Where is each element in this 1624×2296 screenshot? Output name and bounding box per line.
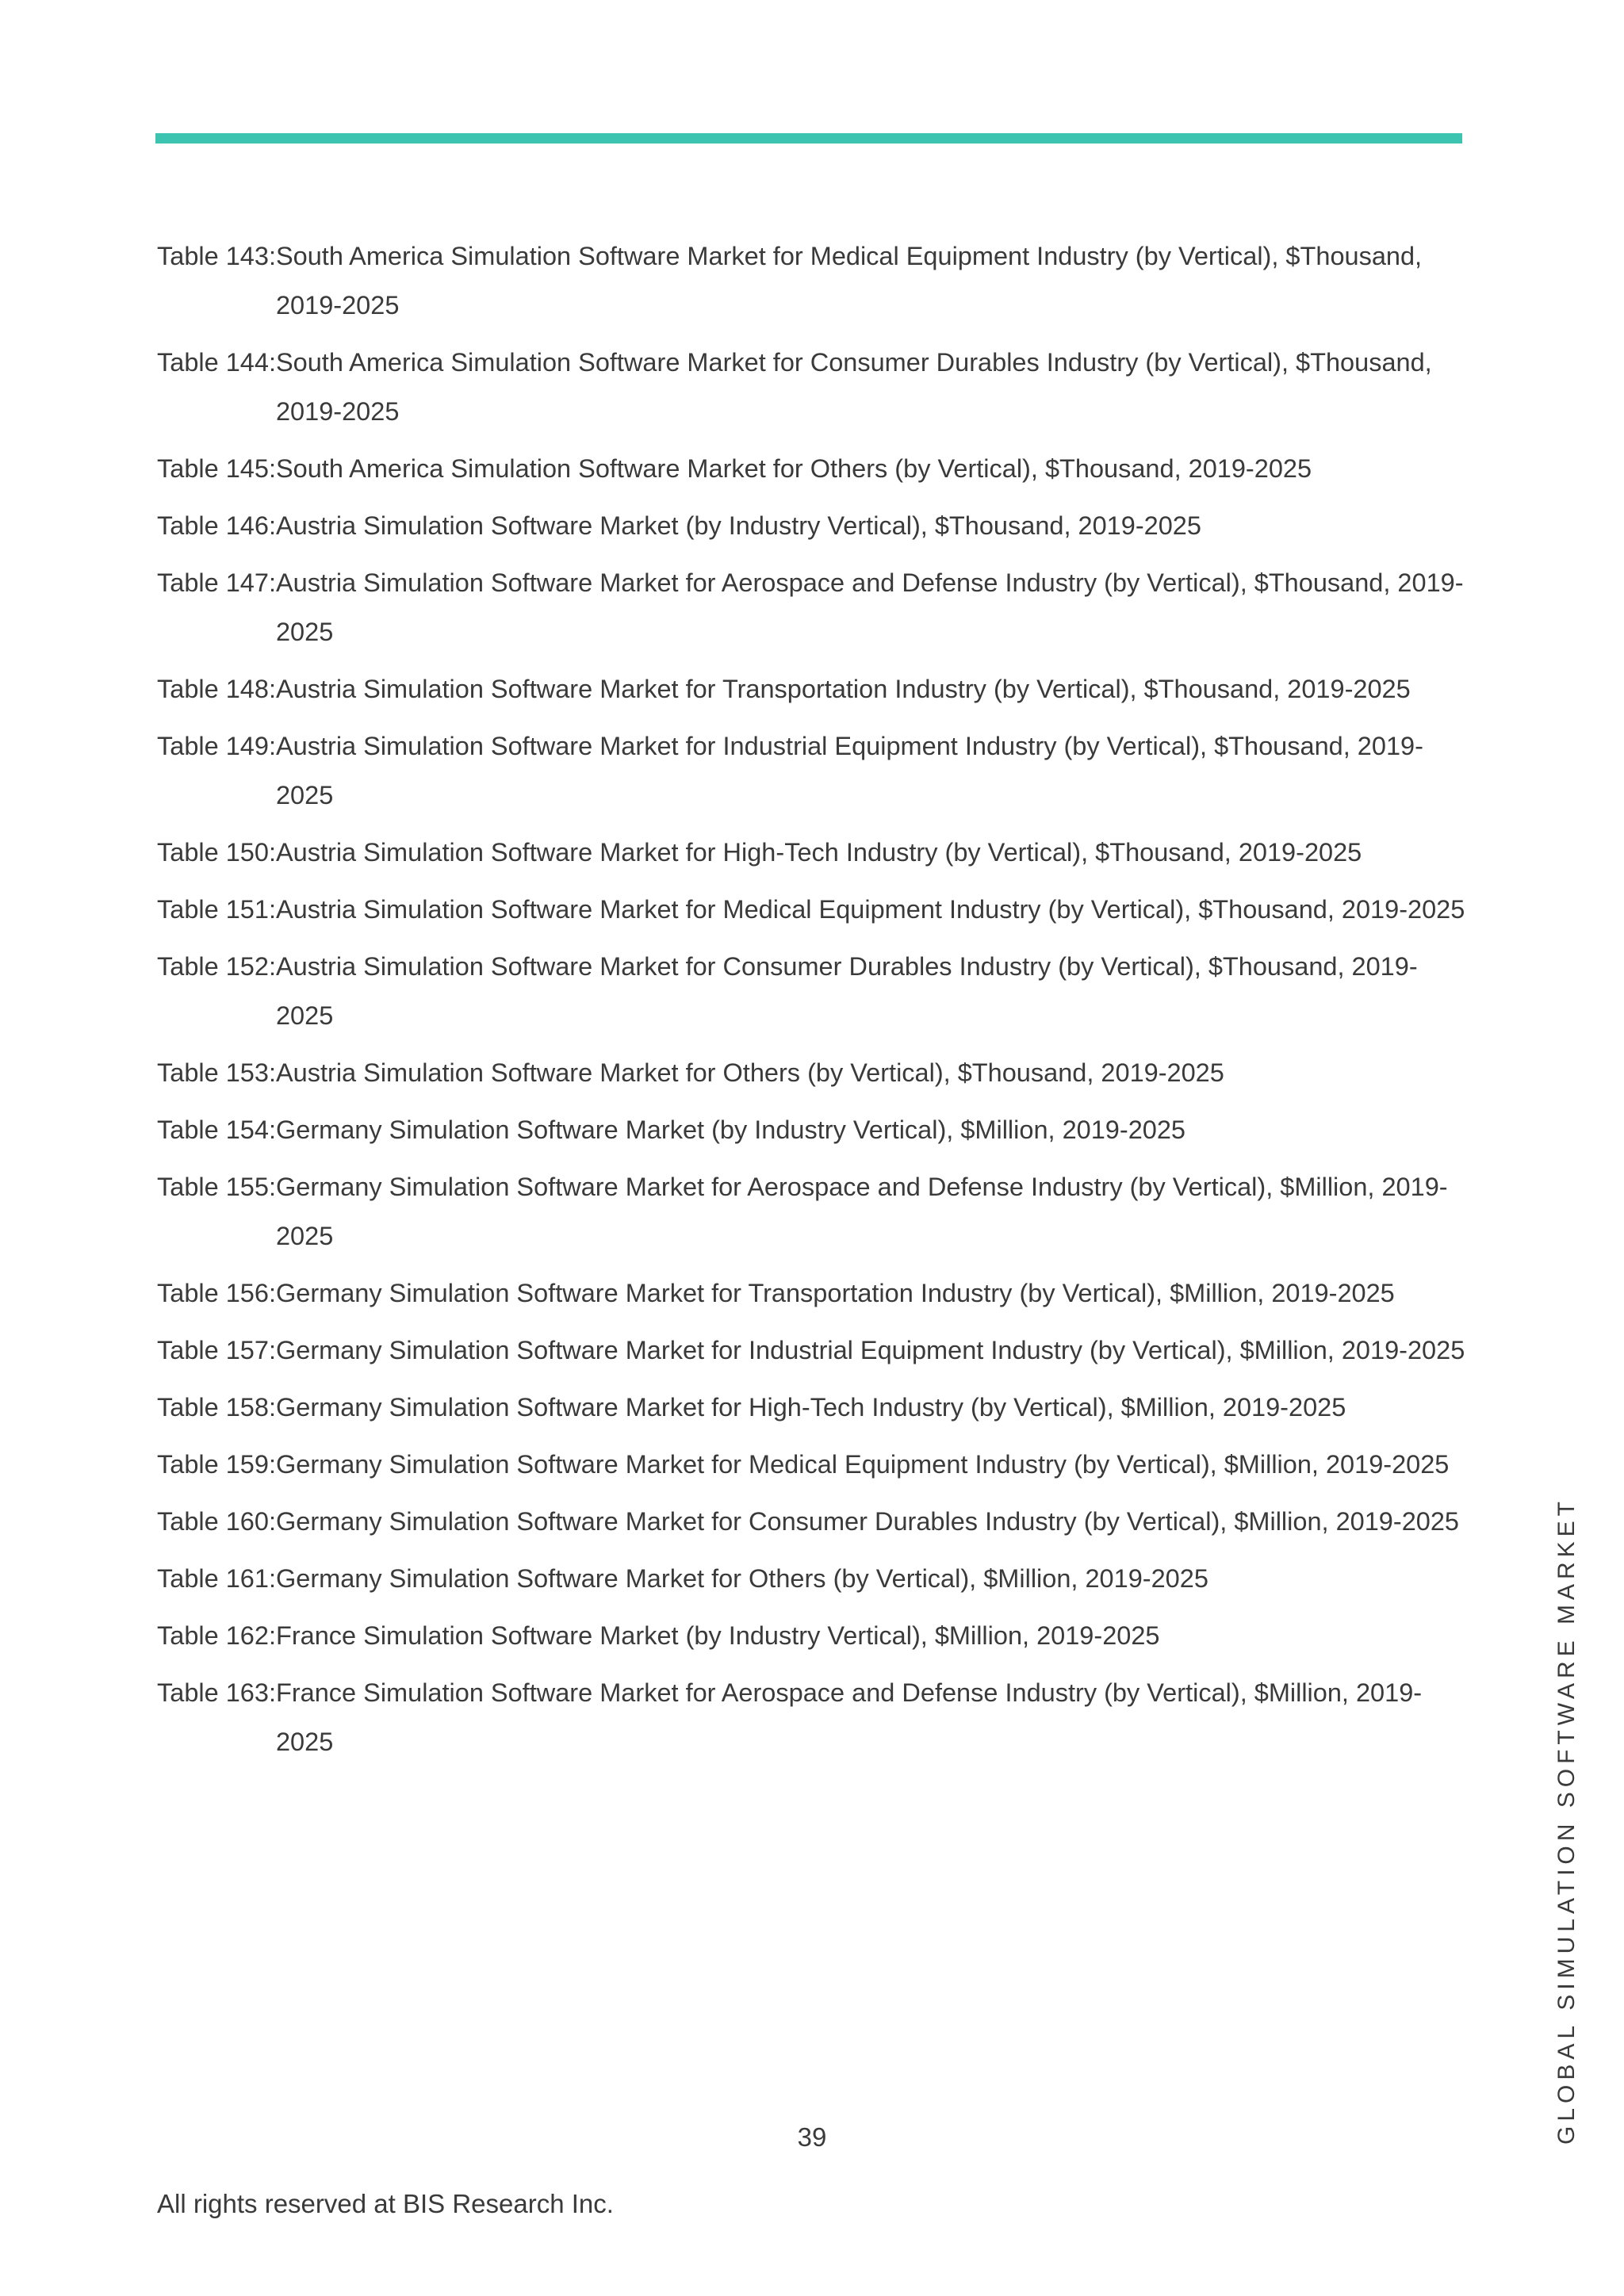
- toc-entry-title: Austria Simulation Software Market for High-Tech Industry (by Vertical), $Thousand, 2019-2025: [275, 838, 1362, 867]
- toc-entry[interactable]: [157, 1668, 1465, 1766]
- toc-entry-label: Table 159:: [157, 1450, 276, 1479]
- toc-entry-title: Germany Simulation Software Market for Others (by Vertical), $Million, 2019-2025: [275, 1564, 1208, 1593]
- toc-entry-title: South America Simulation Software Market for Medical Equipment Industry (by Vertical), $Thousand, 2019-2025: [275, 242, 1423, 320]
- toc-entry-label: Table 145:: [157, 454, 276, 483]
- toc-entry-label: Table 157:: [157, 1336, 276, 1364]
- toc-entry-title: Austria Simulation Software Market for Medical Equipment Industry (by Vertical), $Thousand, 2019-2025: [275, 895, 1465, 924]
- toc-entry[interactable]: [157, 942, 1465, 1040]
- toc-entry-title: Germany Simulation Software Market for Industrial Equipment Industry (by Vertical), $Million, 2019-2025: [275, 1336, 1465, 1364]
- toc-entry[interactable]: [157, 721, 1465, 820]
- toc-entry-label: Table 146:: [157, 511, 276, 540]
- toc-entry-title: Austria Simulation Software Market for Transportation Industry (by Vertical), $Thousand, 2019-2025: [275, 675, 1411, 703]
- toc-entry-title: Austria Simulation Software Market (by Industry Vertical), $Thousand, 2019-2025: [275, 511, 1201, 540]
- toc-entry[interactable]: [157, 232, 1465, 330]
- toc-entry[interactable]: [157, 1105, 1465, 1154]
- toc-entry-title: Germany Simulation Software Market for Consumer Durables Industry (by Vertical), $Million, 2019-2025: [275, 1507, 1460, 1536]
- toc-entry[interactable]: [157, 1048, 1465, 1097]
- toc-entry-label: Table 163:: [157, 1678, 276, 1707]
- toc-entry-label: Table 153:: [157, 1058, 276, 1087]
- toc-entry-label: Table 144:: [157, 348, 276, 377]
- toc-entry-label: Table 151:: [157, 895, 276, 924]
- toc-entry[interactable]: [157, 1383, 1465, 1432]
- toc-entry[interactable]: [157, 444, 1465, 493]
- toc-entry-title: Austria Simulation Software Market for Industrial Equipment Industry (by Vertical), $Thousand, 2019-2025: [275, 732, 1423, 809]
- toc-entry-title: France Simulation Software Market for Aerospace and Defense Industry (by Vertical), $Million, 2019-2025: [275, 1678, 1423, 1756]
- toc-entry[interactable]: [157, 828, 1465, 877]
- toc-entry[interactable]: [157, 1326, 1465, 1375]
- toc-entry-label: Table 149:: [157, 732, 276, 760]
- toc-entry[interactable]: [157, 1611, 1465, 1660]
- toc-entry-label: Table 161:: [157, 1564, 276, 1593]
- toc-entry-title: Germany Simulation Software Market for Transportation Industry (by Vertical), $Million, 2019-2025: [275, 1279, 1395, 1307]
- header-accent-rule: [155, 133, 1462, 144]
- page-number: 39: [797, 2122, 827, 2152]
- toc-entry[interactable]: [157, 1269, 1465, 1318]
- toc-entry-title: Germany Simulation Software Market for Medical Equipment Industry (by Vertical), $Million, 2019-2025: [275, 1450, 1450, 1479]
- toc-entry[interactable]: [157, 558, 1465, 656]
- toc-entry[interactable]: [157, 1162, 1465, 1261]
- toc-entry-label: Table 154:: [157, 1115, 276, 1144]
- toc-entry-title: Germany Simulation Software Market for Aerospace and Defense Industry (by Vertical), $Million, 2019-2025: [275, 1173, 1448, 1250]
- side-running-title: GLOBAL SIMULATION SOFTWARE MARKET: [1553, 1497, 1580, 2145]
- toc-entry-label: Table 162:: [157, 1621, 276, 1650]
- toc-entry[interactable]: [157, 501, 1465, 550]
- toc-entry-title: Germany Simulation Software Market (by Industry Vertical), $Million, 2019-2025: [275, 1115, 1186, 1144]
- toc-entry-title: Germany Simulation Software Market for High-Tech Industry (by Vertical), $Million, 2019-2025: [275, 1393, 1346, 1422]
- toc-entry-label: Table 160:: [157, 1507, 276, 1536]
- list-of-tables: [157, 232, 1465, 1774]
- toc-entry-label: Table 155:: [157, 1173, 276, 1201]
- toc-entry-label: Table 147:: [157, 568, 276, 597]
- toc-entry-title: South America Simulation Software Market for Others (by Vertical), $Thousand, 2019-2025: [275, 454, 1312, 483]
- toc-entry-label: Table 152:: [157, 952, 276, 981]
- toc-entry-label: Table 156:: [157, 1279, 276, 1307]
- toc-entry-title: Austria Simulation Software Market for Consumer Durables Industry (by Vertical), $Thousand, 2019-2025: [275, 952, 1418, 1030]
- toc-entry[interactable]: [157, 885, 1465, 934]
- toc-entry-title: Austria Simulation Software Market for Others (by Vertical), $Thousand, 2019-2025: [275, 1058, 1224, 1087]
- toc-entry-label: Table 143:: [157, 242, 276, 270]
- toc-entry[interactable]: [157, 1497, 1465, 1546]
- toc-entry[interactable]: [157, 338, 1465, 436]
- footer-copyright: All rights reserved at BIS Research Inc.: [157, 2189, 614, 2218]
- toc-entry-label: Table 158:: [157, 1393, 276, 1422]
- toc-entry[interactable]: [157, 1440, 1465, 1489]
- toc-entry-label: Table 150:: [157, 838, 276, 867]
- toc-entry[interactable]: [157, 664, 1465, 714]
- toc-entry-title: Austria Simulation Software Market for Aerospace and Defense Industry (by Vertical), $Thousand, 2019-2025: [275, 568, 1464, 646]
- toc-entry-label: Table 148:: [157, 675, 276, 703]
- toc-entry-title: France Simulation Software Market (by Industry Vertical), $Million, 2019-2025: [275, 1621, 1160, 1650]
- toc-entry-title: South America Simulation Software Market for Consumer Durables Industry (by Vertical), $Thousand, 2019-2025: [275, 348, 1432, 426]
- toc-entry[interactable]: [157, 1554, 1465, 1603]
